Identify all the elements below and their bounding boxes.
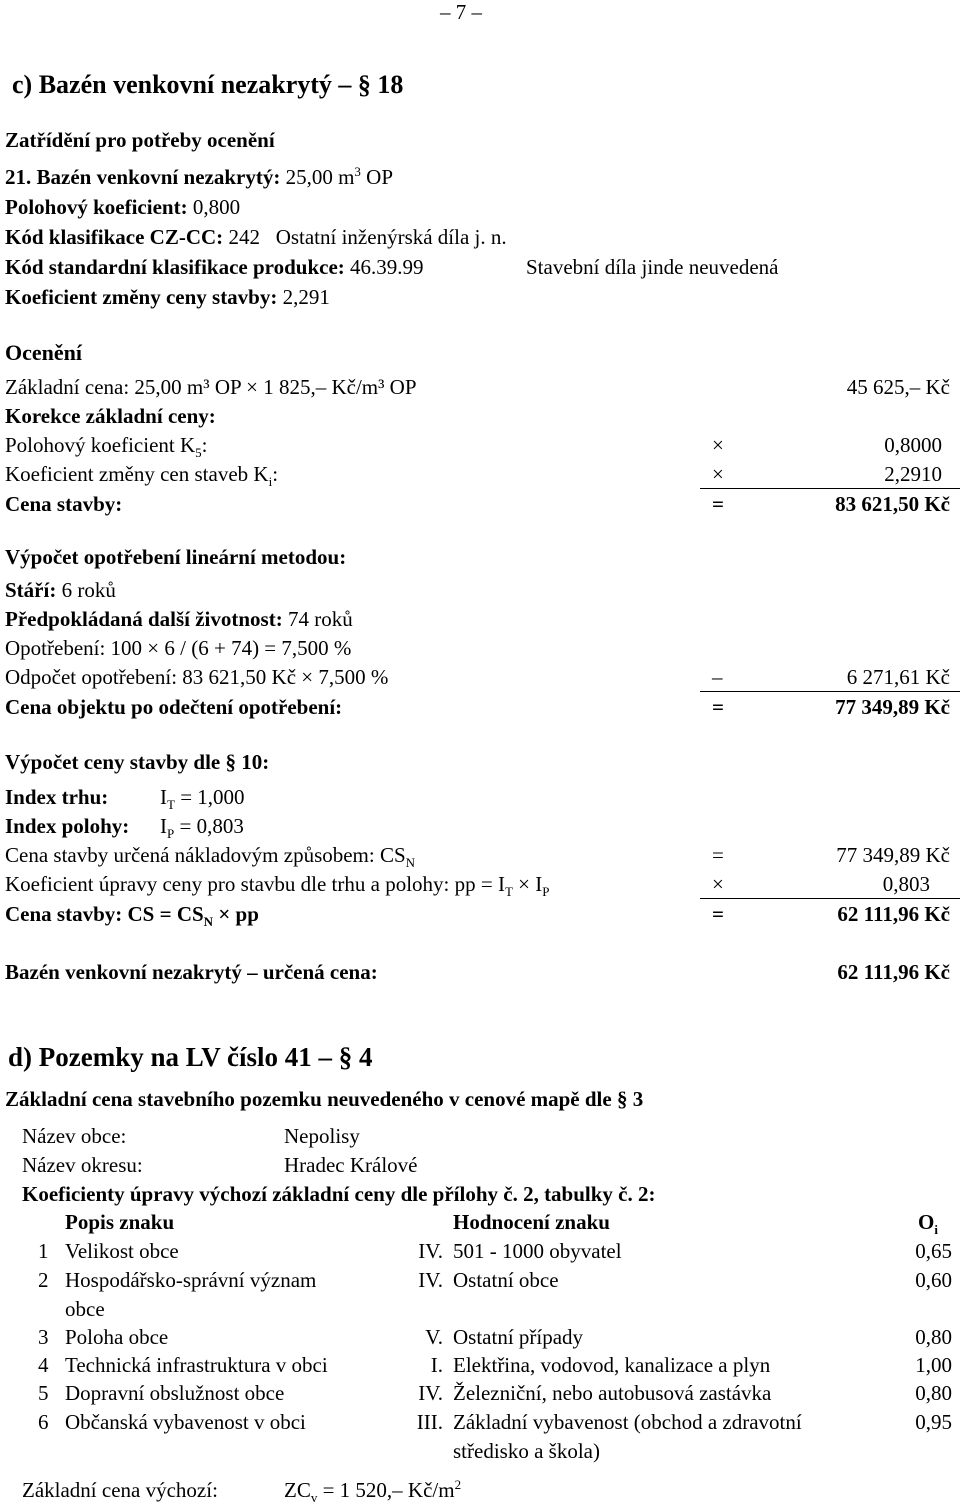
classification-item	[5, 165, 393, 190]
table-row-coef: 0,95	[915, 1410, 952, 1434]
table-row-num: 4	[38, 1353, 49, 1377]
age-label: Stáří:	[5, 578, 57, 602]
life-value: 74 roků	[287, 607, 353, 631]
table-row-sign: Technická infrastruktura v obci	[65, 1353, 328, 1377]
result-value: 62 111,96 Kč	[837, 960, 950, 984]
building-price-label: Cena stavby:	[5, 492, 123, 516]
table-row-coef: 0,80	[915, 1325, 952, 1349]
table-row-num: 5	[38, 1381, 49, 1405]
table-row-num: 3	[38, 1325, 49, 1349]
table-row-rating: Ostatní obce	[453, 1268, 559, 1292]
position-coef-row	[5, 195, 240, 220]
building-price-value: 83 621,50 Kč	[835, 492, 950, 516]
czcc-label: Kód klasifikace CZ-CC:	[5, 225, 224, 249]
market-coef-value: 0,803	[882, 872, 930, 896]
cpa-desc: Stavební díla jinde neuvedená	[526, 255, 779, 279]
result-label: Bazén venkovní nezakrytý – určená cena:	[5, 960, 378, 984]
municipality-value: Nepolisy	[284, 1124, 360, 1148]
district-value: Hradec Králové	[284, 1153, 418, 1177]
ki-label: Koeficient změny cen staveb K	[5, 462, 269, 486]
equals-symbol: =	[712, 492, 724, 516]
market-coef-label: Koeficient úpravy ceny pro stavbu dle trhu a polohy: pp = $I_T \times I_P$	[5, 872, 550, 900]
table-row-roman: IV.	[418, 1381, 443, 1405]
table-row-rating: Základní vybavenost (obchod a zdravotní	[453, 1410, 802, 1434]
base-price-text: Základní cena: 25,00 m³ OP × 1 825,– Kč/m³ OP	[5, 375, 417, 399]
position-coef-label: Polohový koeficient:	[5, 195, 188, 219]
classification-item-unit: OP	[360, 165, 394, 189]
final-price-label: Cena stavby: CS = $CS_N$ × pp	[5, 902, 259, 930]
base-price-formula: $ZC_v = 1$ 520,– $Kč/m^2$	[284, 1477, 462, 1506]
cpa-code: 46.39.99	[350, 255, 424, 279]
price-change-label: Koeficient změny ceny stavby:	[5, 285, 278, 309]
position-coef-value: 0,800	[192, 195, 241, 219]
after-depreciation-label: Cena objektu po odečtení opotřebení:	[5, 695, 343, 719]
table-row-sign: Velikost obce	[65, 1239, 179, 1263]
table-row-roman: V.	[425, 1325, 443, 1349]
deduction-text: Odpočet opotřebení: 83 621,50 Kč × 7,500 %	[5, 665, 389, 689]
section-d-heading: d) Pozemky na LV číslo 41 – § 4	[8, 1042, 373, 1072]
after-depreciation-value: 77 349,89 Kč	[835, 695, 950, 719]
cost-method-label: Cena stavby určená nákladovým způsobem: $CS_N$	[5, 843, 416, 871]
table-row-coef: 0,60	[915, 1268, 952, 1292]
table-row-coef: 1,00	[915, 1353, 952, 1377]
section-c-heading: c) Bazén venkovní nezakrytý – § 18	[12, 70, 404, 99]
k5-sub: 5	[195, 445, 202, 461]
ki-value: 2,2910	[884, 462, 942, 486]
price-change-value: 2,291	[282, 285, 330, 309]
cost-method-value: 77 349,89 Kč	[836, 843, 950, 867]
table-row-roman: IV.	[418, 1239, 443, 1263]
table-row-num: 6	[38, 1410, 49, 1434]
table-row-num: 1	[38, 1239, 49, 1263]
classification-title: Zatřídění pro potřeby ocenění	[5, 128, 275, 152]
sum-underline	[700, 898, 960, 899]
table-row-num: 2	[38, 1268, 49, 1292]
table-row-sign: Hospodářsko-správní význam	[65, 1268, 317, 1292]
table-row-sign: Dopravní obslužnost obce	[65, 1381, 285, 1405]
cpa-row	[5, 255, 424, 280]
deduction-value: 6 271,61 Kč	[846, 665, 950, 689]
age-value: 6 roků	[61, 578, 116, 602]
table-row-sign: Občanská vybavenost v obci	[65, 1410, 306, 1434]
sum-underline	[700, 488, 960, 489]
ki-sub: i	[268, 474, 273, 490]
equals-symbol: =	[712, 843, 724, 867]
price-change-row	[5, 285, 330, 310]
table-row-coef: 0,80	[915, 1381, 952, 1405]
ki-row: Koeficient změny cen staveb $K_i$:	[5, 462, 279, 490]
table-header-coef: $O_i$	[918, 1210, 938, 1238]
table-row-rating: 501 - 1000 obyvatel	[453, 1239, 622, 1263]
location-index-label: Index polohy:	[5, 814, 130, 838]
municipality-label: Název obce:	[22, 1124, 127, 1148]
k5-value: 0,8000	[884, 433, 942, 457]
cpa-label: Kód standardní klasifikace produkce:	[5, 255, 345, 279]
table-header-rating: Hodnocení znaku	[453, 1210, 610, 1234]
minus-symbol: –	[712, 665, 723, 689]
classification-item-label: 21. Bazén venkovní nezakrytý:	[5, 165, 281, 189]
market-index-label: Index trhu:	[5, 785, 109, 809]
life-label: Předpokládaná další životnost:	[5, 607, 283, 631]
table-row-sign: Poloha obce	[65, 1325, 169, 1349]
depreciation-title: Výpočet opotřebení lineární metodou:	[5, 545, 347, 569]
multiply-symbol: ×	[712, 872, 724, 896]
age-row	[5, 578, 116, 603]
sum-underline	[700, 691, 960, 692]
table-row-rating-cont: středisko a škola)	[453, 1439, 600, 1463]
valuation-title: Ocenění	[5, 340, 82, 365]
multiply-symbol: ×	[712, 433, 724, 457]
page-number: – 7 –	[440, 0, 482, 24]
table-row-roman: IV.	[418, 1268, 443, 1292]
table-row-rating: Železniční, nebo autobusová zastávka	[453, 1381, 772, 1405]
market-index-value: $I_T = 1,000$	[160, 785, 245, 813]
table-row-rating: Ostatní případy	[453, 1325, 584, 1349]
section-d-subtitle: Základní cena stavebního pozemku neuvedeného v cenové mapě dle § 3	[5, 1087, 644, 1111]
district-label: Název okresu:	[22, 1153, 143, 1177]
location-index-value: $I_P = 0,803$	[160, 814, 244, 842]
multiply-symbol: ×	[712, 462, 724, 486]
k5-label: Polohový koeficient K	[5, 433, 196, 457]
market-title: Výpočet ceny stavby dle § 10:	[5, 750, 270, 774]
table-header-sign: Popis znaku	[65, 1210, 175, 1234]
life-row	[5, 607, 353, 632]
table-row-roman: I.	[430, 1353, 443, 1377]
classification-item-value: 25,00 m	[285, 165, 355, 189]
equals-symbol: =	[712, 695, 724, 719]
coef-table-title: Koeficienty úpravy výchozí základní ceny dle přílohy č. 2, tabulky č. 2:	[22, 1182, 656, 1206]
table-row-rating: Elektřina, vodovod, kanalizace a plyn	[453, 1353, 771, 1377]
wear-text: Opotřebení: 100 × 6 / (6 + 74) = 7,500 %	[5, 636, 352, 660]
table-row-sign-cont: obce	[65, 1297, 105, 1321]
table-row-roman: III.	[416, 1410, 443, 1434]
classification-item-sup: 3	[354, 164, 361, 179]
final-price-value: 62 111,96 Kč	[837, 902, 950, 926]
base-price-label: Základní cena výchozí:	[22, 1478, 218, 1502]
correction-title: Korekce základní ceny:	[5, 404, 216, 428]
czcc-row	[5, 225, 507, 250]
table-row-coef: 0,65	[915, 1239, 952, 1263]
k5-row: Polohový koeficient $K_5$:	[5, 433, 208, 461]
equals-symbol: =	[712, 902, 724, 926]
czcc-value: 242 Ostatní inženýrská díla j. n.	[228, 225, 507, 249]
base-price-value: 45 625,– Kč	[846, 375, 950, 399]
